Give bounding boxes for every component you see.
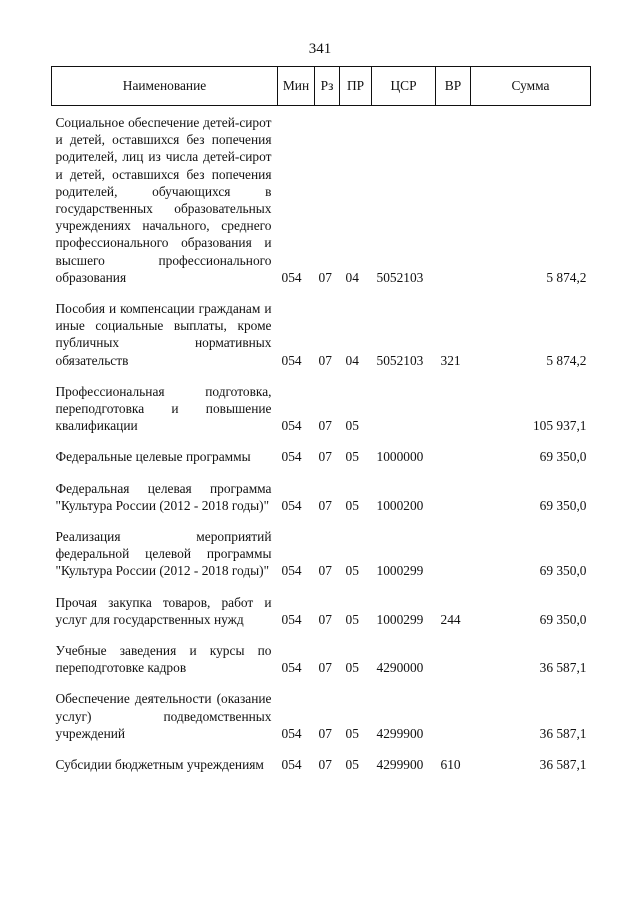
cell-rz: 07 [318, 497, 332, 513]
cell-csr: 1000299 [376, 611, 424, 627]
cell-pr: 04 [345, 269, 359, 285]
cell-name: Реализация мероприятий федеральной целевой программы "Культура России (2012 - 2018 годы)" [55, 529, 272, 579]
cell-vr [436, 642, 471, 690]
cell-name: Социальное обеспечение детей-сирот и детей, оставшихся без попечения родителей, лиц из числа детей-сирот и детей, оставшихся без попечения родителей, обучающихся в государственных образовательных учреждениях начального, среднего профессионального образования и высшего профессионального образования [55, 115, 272, 285]
cell-pr: 05 [345, 725, 359, 741]
budget-table [51, 66, 591, 787]
cell-pr: 05 [345, 418, 359, 434]
table-row [52, 642, 591, 690]
cell-min: 054 [281, 418, 302, 434]
table-row [52, 480, 591, 528]
table-row [52, 448, 591, 479]
cell-rz: 07 [318, 269, 332, 285]
cell-min: 054 [281, 269, 302, 285]
cell-vr [436, 106, 471, 301]
cell-pr: 05 [345, 449, 359, 465]
cell-csr: 1000000 [376, 449, 424, 465]
cell-name: Прочая закупка товаров, работ и услуг для государственных нужд [55, 594, 272, 627]
cell-rz: 07 [318, 660, 332, 676]
cell-sum: 69 350,0 [539, 611, 587, 627]
cell-name: Федеральные целевые программы [55, 449, 251, 465]
cell-min: 054 [281, 757, 302, 773]
table-body [52, 106, 591, 788]
cell-pr: 04 [345, 352, 359, 368]
cell-pr: 05 [345, 497, 359, 513]
header-vr: ВР [436, 67, 471, 106]
header-rz: Рз [315, 67, 340, 106]
table-row [52, 106, 591, 301]
cell-pr: 05 [345, 660, 359, 676]
cell-csr [372, 383, 436, 449]
table-row [52, 300, 591, 383]
header-csr: ЦСР [372, 67, 436, 106]
cell-csr: 5052103 [376, 352, 424, 368]
cell-pr: 05 [345, 757, 359, 773]
cell-sum: 105 937,1 [532, 418, 587, 434]
cell-min: 054 [281, 725, 302, 741]
cell-min: 054 [281, 660, 302, 676]
cell-min: 054 [281, 611, 302, 627]
cell-min: 054 [281, 352, 302, 368]
cell-csr: 4299900 [376, 757, 424, 773]
cell-vr: 321 [440, 352, 461, 368]
cell-name: Учебные заведения и курсы по переподготовке кадров [55, 643, 272, 676]
table-row [52, 594, 591, 642]
cell-sum: 5 874,2 [546, 269, 587, 285]
table-row [52, 690, 591, 756]
cell-sum: 36 587,1 [539, 757, 587, 773]
cell-csr: 4290000 [376, 660, 424, 676]
cell-min: 054 [281, 449, 302, 465]
cell-name: Федеральная целевая программа "Культура России (2012 - 2018 годы)" [55, 480, 272, 513]
table-header [52, 67, 591, 106]
cell-name: Пособия и компенсации гражданам и иные социальные выплаты, кроме публичных нормативных обязательств [55, 301, 272, 368]
cell-pr: 05 [345, 611, 359, 627]
cell-min: 054 [281, 563, 302, 579]
header-sum: Сумма [471, 67, 591, 106]
cell-min: 054 [281, 497, 302, 513]
cell-rz: 07 [318, 418, 332, 434]
cell-csr: 1000200 [376, 497, 424, 513]
cell-name: Профессиональная подготовка, переподготовка и повышение квалификации [55, 383, 272, 434]
cell-vr: 244 [440, 611, 461, 627]
header-min: Мин [278, 67, 315, 106]
cell-csr: 5052103 [376, 269, 424, 285]
cell-rz: 07 [318, 352, 332, 368]
cell-rz: 07 [318, 757, 332, 773]
cell-vr [436, 528, 471, 594]
cell-vr [436, 690, 471, 756]
header-pr: ПР [340, 67, 372, 106]
header-name: Наименование [52, 67, 278, 106]
cell-rz: 07 [318, 449, 332, 465]
cell-vr [436, 383, 471, 449]
cell-rz: 07 [318, 725, 332, 741]
cell-csr: 4299900 [376, 725, 424, 741]
cell-rz: 07 [318, 563, 332, 579]
table-row [52, 756, 591, 787]
cell-sum: 36 587,1 [539, 725, 587, 741]
table-row [52, 528, 591, 594]
cell-sum: 36 587,1 [539, 660, 587, 676]
cell-sum: 69 350,0 [539, 449, 587, 465]
cell-vr [436, 480, 471, 528]
cell-sum: 5 874,2 [546, 352, 587, 368]
cell-vr [436, 448, 471, 479]
cell-sum: 69 350,0 [539, 497, 587, 513]
cell-csr: 1000299 [376, 563, 424, 579]
cell-sum: 69 350,0 [539, 563, 587, 579]
table-row [52, 383, 591, 449]
cell-name: Субсидии бюджетным учреждениям [55, 757, 264, 773]
cell-rz: 07 [318, 611, 332, 627]
page-number: 341 [308, 41, 332, 57]
cell-pr: 05 [345, 563, 359, 579]
cell-name: Обеспечение деятельности (оказание услуг) подведомственных учреждений [55, 691, 272, 741]
cell-vr: 610 [440, 757, 461, 773]
